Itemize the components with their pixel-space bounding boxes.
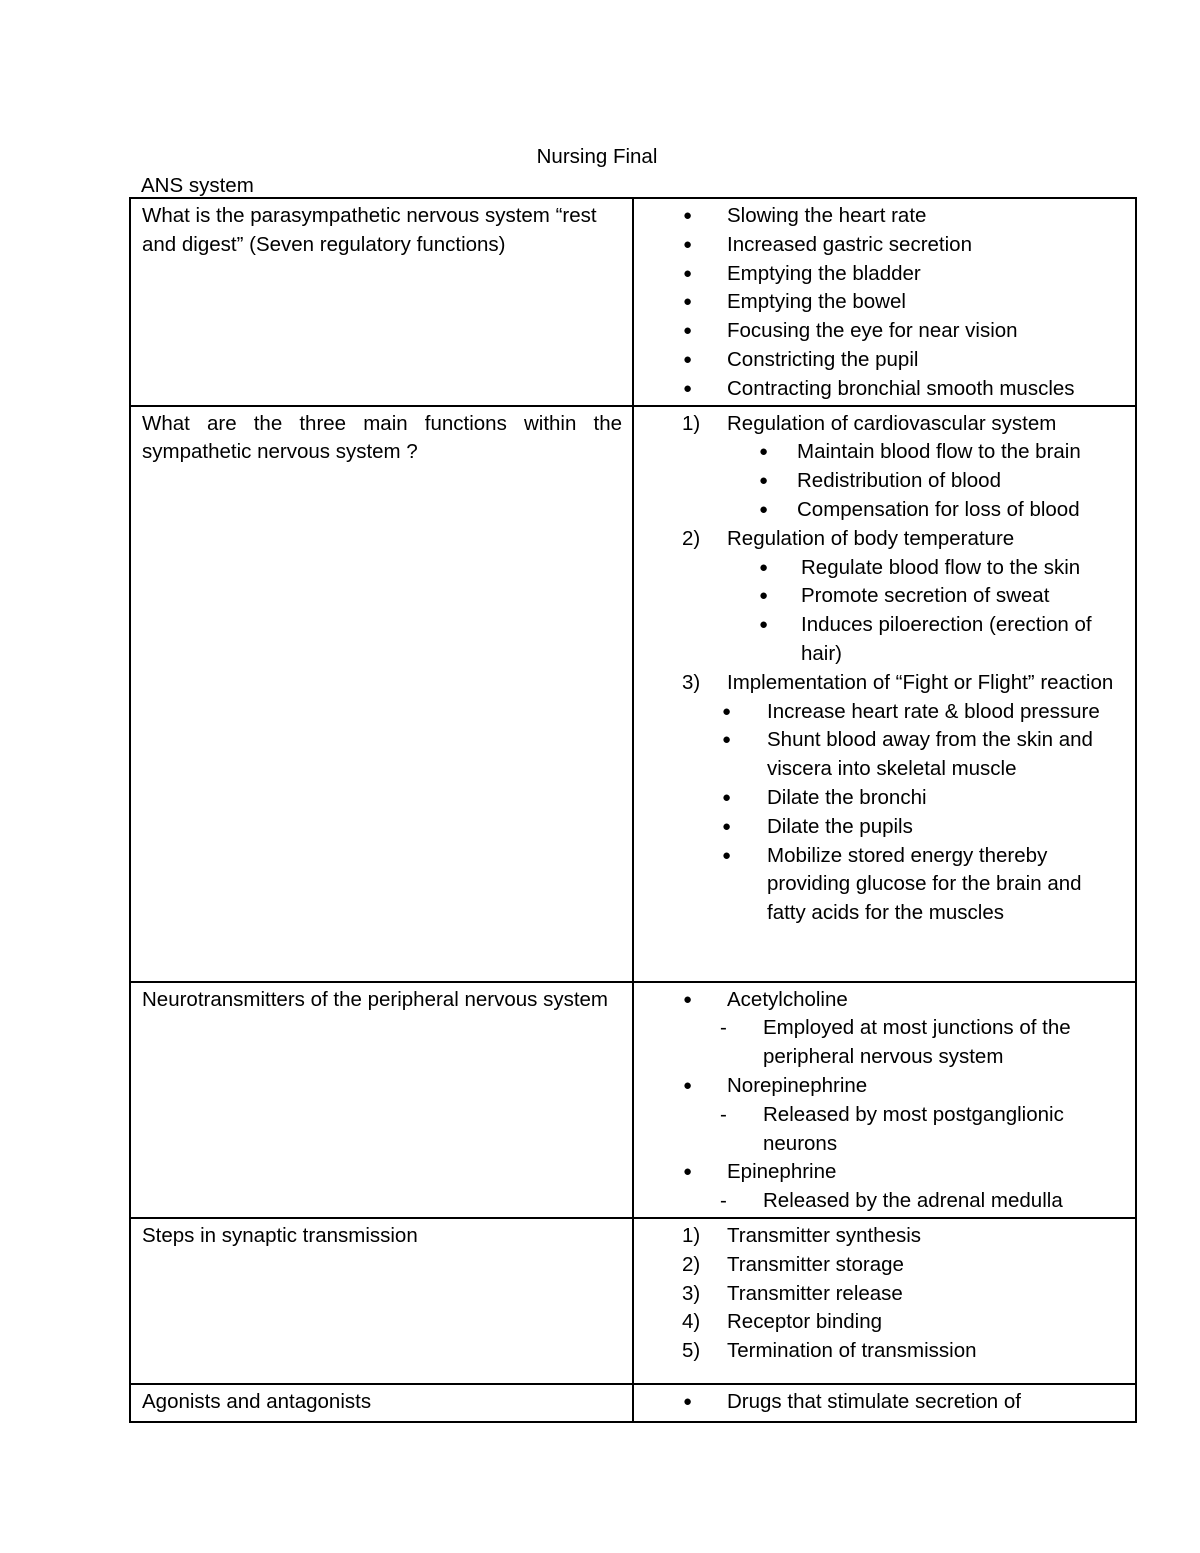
list-item: 1) Regulation of cardiovascular system xyxy=(682,411,1057,435)
question-text: What is the parasympathetic nervous system “rest and digest” (Seven regulatory functions) xyxy=(142,204,597,256)
bullet-icon: ● xyxy=(759,472,769,490)
list-item: 3) Transmitter release xyxy=(682,1281,903,1305)
bullet-icon: ● xyxy=(722,817,732,835)
question-cell xyxy=(130,198,633,406)
list-item: ● Contracting bronchial smooth muscles xyxy=(645,375,1125,404)
dash-icon: - xyxy=(720,1102,727,1126)
list-subitem: ● Mobilize stored energy thereby providing glucose for the brain and fatty acids for the muscles xyxy=(645,842,1125,928)
list-item: 3) Implementation of “Fight or Flight” reaction xyxy=(682,670,1114,694)
question-cell xyxy=(130,1384,633,1422)
list-subitem: ● Compensation for loss of blood xyxy=(645,496,1125,525)
list-subitem: ● Induces piloerection (erection of hair) xyxy=(645,611,1125,669)
bullet-icon: ● xyxy=(683,293,693,311)
table-row xyxy=(130,406,1136,982)
table-row xyxy=(130,982,1136,1218)
list-subitem: ● Increase heart rate & blood pressure xyxy=(645,698,1125,727)
question-text: Agonists and antagonists xyxy=(142,1389,372,1413)
list-item: ● Emptying the bladder xyxy=(645,260,1125,289)
list-subitem: ● Regulate blood flow to the skin xyxy=(645,554,1125,583)
list-item: 1) Transmitter synthesis xyxy=(682,1223,922,1247)
answer-cell xyxy=(633,1384,1136,1422)
list-item: ● Acetylcholine xyxy=(645,986,1125,1015)
list-item: 5) Termination of transmission xyxy=(682,1339,977,1363)
answer-cell xyxy=(633,406,1136,982)
table-row xyxy=(130,1384,1136,1422)
list-subitem: - Employed at most junctions of the peripheral nervous system xyxy=(645,1014,1125,1072)
bullet-icon: ● xyxy=(683,350,693,368)
bullet-icon: ● xyxy=(683,235,693,253)
question-text: What are the three main functions within the sympathetic nervous system ? xyxy=(142,411,622,464)
table-row xyxy=(130,198,1136,406)
bullet-icon: ● xyxy=(722,846,732,864)
list-item: ● Constricting the pupil xyxy=(645,346,1125,375)
table-row xyxy=(130,1218,1136,1384)
list-item: 4) Receptor binding xyxy=(682,1310,882,1334)
list-item: 2) Regulation of body temperature xyxy=(682,526,1015,550)
bullet-icon: ● xyxy=(683,379,693,397)
list-subitem: ● Shunt blood away from the skin and viscera into skeletal muscle xyxy=(645,726,1125,784)
list-item: ● Slowing the heart rate xyxy=(645,202,1125,231)
bullet-icon: ● xyxy=(722,788,732,806)
section-heading: ANS system xyxy=(141,174,254,197)
dash-icon: - xyxy=(720,1189,727,1213)
bullet-icon: ● xyxy=(683,1163,693,1181)
bullet-icon: ● xyxy=(722,702,732,720)
answer-cell xyxy=(633,1218,1136,1384)
list-item: 2) Transmitter storage xyxy=(682,1252,904,1276)
answer-cell xyxy=(633,982,1136,1218)
list-subitem: - Released by most postganglionic neurons xyxy=(645,1101,1125,1159)
qa-table xyxy=(129,197,1137,1423)
bullet-icon: ● xyxy=(759,616,769,634)
bullet-icon: ● xyxy=(722,731,732,749)
dash-icon: - xyxy=(720,1016,727,1040)
question-text: Neurotransmitters of the peripheral nervous system xyxy=(142,987,609,1011)
question-cell xyxy=(130,406,633,982)
list-subitem: ● Dilate the pupils xyxy=(645,813,1125,842)
bullet-icon: ● xyxy=(683,207,693,224)
bullet-icon: ● xyxy=(683,264,693,282)
list-subitem: ● Dilate the bronchi xyxy=(645,784,1125,813)
bullet-icon: ● xyxy=(683,322,693,340)
list-subitem: ● Redistribution of blood xyxy=(645,467,1125,496)
list-item: ● Focusing the eye for near vision xyxy=(645,317,1125,346)
list-subitem: ● Promote secretion of sweat xyxy=(645,582,1125,611)
list-item: ● Increased gastric secretion xyxy=(645,231,1125,260)
question-text: Steps in synaptic transmission xyxy=(142,1223,418,1247)
question-cell xyxy=(130,1218,633,1384)
list-subitem: ● Maintain blood flow to the brain xyxy=(645,438,1125,467)
list-item: ● Drugs that stimulate secretion of xyxy=(645,1388,1125,1417)
bullet-icon: ● xyxy=(683,1392,693,1410)
document-title: Nursing Final xyxy=(536,145,658,168)
bullet-icon: ● xyxy=(759,587,769,605)
question-cell xyxy=(130,982,633,1218)
list-item: ● Emptying the bowel xyxy=(645,288,1125,317)
answer-cell xyxy=(633,198,1136,406)
bullet-icon: ● xyxy=(759,558,769,576)
bullet-icon: ● xyxy=(759,443,769,461)
bullet-icon: ● xyxy=(759,500,769,518)
bullet-icon: ● xyxy=(683,990,693,1008)
list-item: ● Norepinephrine xyxy=(645,1072,1125,1101)
list-subitem: - Released by the adrenal medulla xyxy=(645,1187,1125,1216)
bullet-icon: ● xyxy=(683,1076,693,1094)
list-item: ● Epinephrine xyxy=(645,1158,1125,1187)
